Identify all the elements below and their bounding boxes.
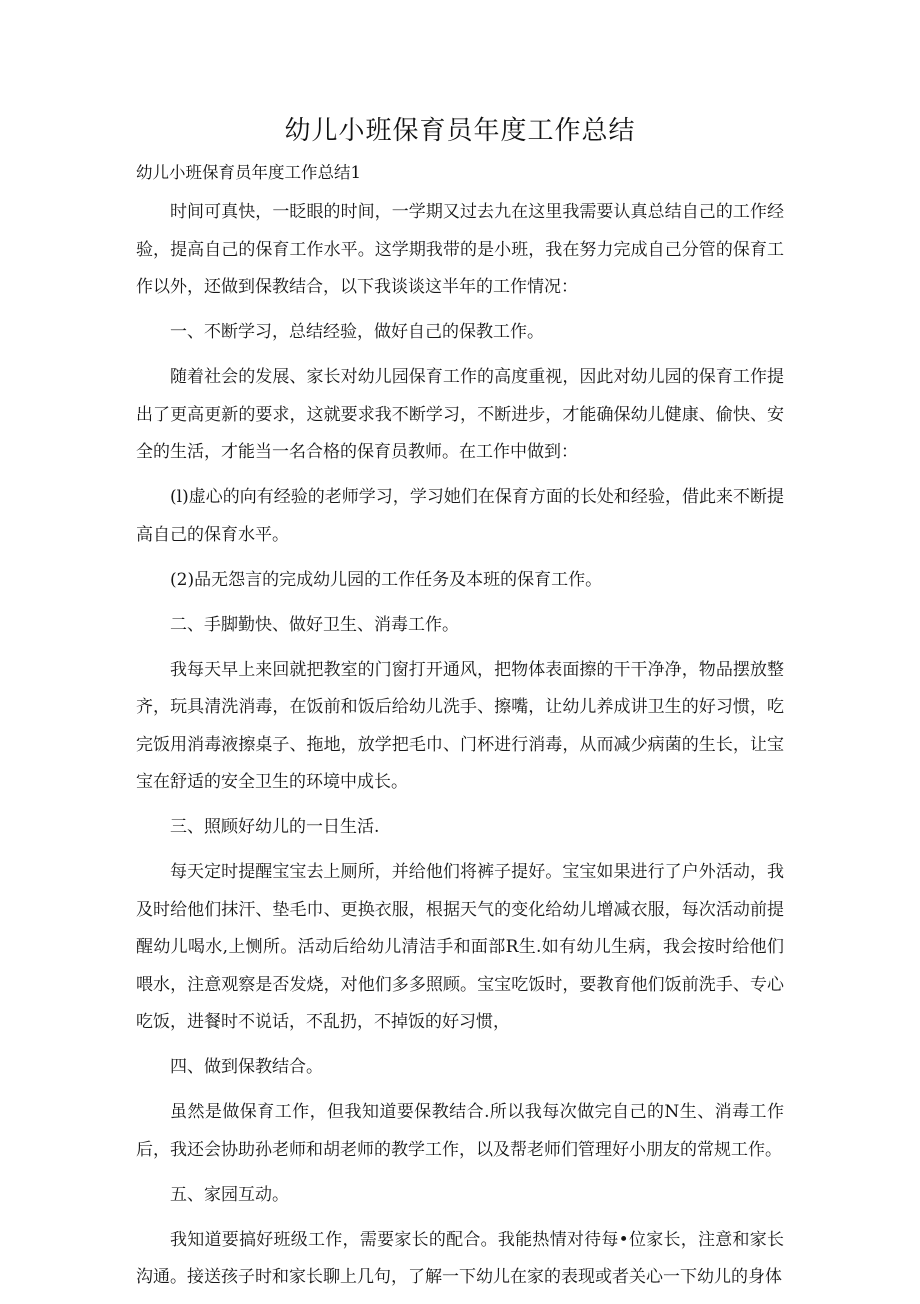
list-item-2: (2)品无怨言的完成幼儿园的工作任务及本班的保育工作。 xyxy=(170,569,603,590)
paragraph-section-2: 我每天早上来回就把教室的门窗打开通风，把物体表面擦的干干净净，物品摆放整齐，玩具清洗消毒，在饭前和饭后给幼儿洗手、擦嘴，让幼儿养成讲卫生的好习惯，吃完饭用消毒液擦桌子、拖地，放学把毛巾、门杯进行消毒，从而减少病菌的生长，让宝宝在舒适的安全卫生的环境中成长。 xyxy=(136,659,784,792)
document-subtitle: 幼儿小班保育员年度工作总结1 xyxy=(136,163,361,182)
paragraph-section-4: 虽然是做保育工作，但我知道要保教结合.所以我每次做完自己的N生、消毒工作后，我还会协助孙老师和胡老师的教学工作，以及帮老师们管理好小朋友的常规工作。 xyxy=(136,1102,784,1160)
paragraph-section-3: 每天定时提醒宝宝去上厕所，并给他们将裤子提好。宝宝如果进行了户外活动，我及时给他们抹汗、垫毛巾、更换衣服，根据天气的变化给幼儿增减衣服，每次活动前提醒幼儿喝水,上恻所。活动后给幼儿清洁手和面部R生.如有幼儿生病，我会按时给他们喂水，注意观察是否发烧，对他们多多照顾。宝宝吃饭时，要教育他们饭前洗手、专心吃饭，进餐时不说话，不乱扔，不掉饭的好习惯， xyxy=(136,862,784,1032)
section-heading-1: 一、不断学习，总结经验，做好自己的保教工作。 xyxy=(170,322,544,342)
document-body xyxy=(136,194,784,1304)
paragraph-section-5: 我知道要搞好班级工作，需要家长的配合。我能热情对待每•位家长，注意和家长沟通。接送孩子时和家长聊上几句，了解一下幼儿在家的表现或者关心一下幼儿的身体 xyxy=(136,1229,784,1287)
section-heading-3: 三、照顾好幼儿的一日生活. xyxy=(170,817,380,837)
section-heading-4: 四、做到保教结合。 xyxy=(170,1057,323,1077)
section-heading-5: 五、家园互动。 xyxy=(170,1184,289,1205)
paragraph-section-1: 随着社会的发展、家长对幼儿园保育工作的高度重视，因此对幼儿园的保育工作提出了更高更新的要求，这就要求我不断学习，不断进步，才能确保幼儿健康、偷快、安全的生活，才能当一名合格的保育员教师。在工作中做到： xyxy=(136,367,784,462)
document-title: 幼儿小班保育员年度工作总结 xyxy=(284,116,636,146)
paragraph-intro: 时间可真快，一眨眼的时间，一学期又过去九在这里我需要认真总结自己的工作经验，提高自己的保育工作水平。这学期我带的是小班，我在努力完成自己分管的保育工作以外，还做到保教结合，以下我谈谈这半年的工作情况： xyxy=(136,202,784,297)
section-heading-2: 二、手脚勤快、做好卫生、消毒工作。 xyxy=(170,614,459,635)
list-item-1: (l)虚心的向有经验的老师学习，学习她们在保育方面的长处和经验，借此来不断提高自己的保育水平。 xyxy=(136,487,784,545)
